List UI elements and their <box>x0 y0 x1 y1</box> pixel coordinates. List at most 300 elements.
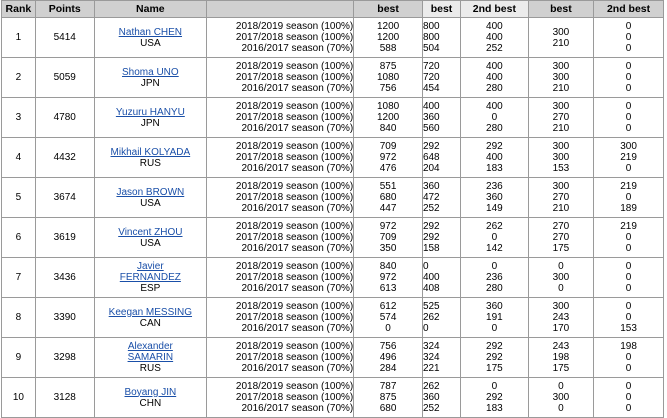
best-value-2: 0 <box>422 261 429 272</box>
points-cell: 3619 <box>35 218 94 258</box>
country-code: CAN <box>139 317 161 329</box>
season-label: 2018/2019 season (100%) <box>235 301 354 312</box>
best-value-3: 210 <box>552 37 570 49</box>
season-label: 2017/2018 season (100%) <box>235 152 354 163</box>
second-best-value-2: 300 <box>620 141 637 152</box>
season-label: 2017/2018 season (100%) <box>235 232 354 243</box>
best-value-2-cell <box>422 178 460 218</box>
best-value-3-cell <box>528 58 593 98</box>
second-best-value-2: 0 <box>625 312 632 323</box>
rank-cell: 8 <box>2 298 36 338</box>
season-cell <box>207 258 354 298</box>
points-cell: 5059 <box>35 58 94 98</box>
country-code: JPN <box>140 117 160 129</box>
best-value-2-cell <box>422 18 460 58</box>
best-value: 574 <box>379 312 397 323</box>
second-best-value-2: 0 <box>625 261 632 272</box>
rank-cell: 6 <box>2 218 36 258</box>
season-label: 2018/2019 season (100%) <box>235 181 354 192</box>
second-best-value-cell <box>461 258 529 298</box>
best-value-3: 300 <box>552 101 570 112</box>
second-best-value: 0 <box>491 323 498 334</box>
best-value-2: 221 <box>422 363 440 374</box>
second-best-value: 400 <box>486 152 503 163</box>
best-value: 972 <box>379 272 397 283</box>
best-value-3: 270 <box>552 232 570 243</box>
rank-cell: 4 <box>2 138 36 178</box>
best-value-3: 243 <box>552 341 570 352</box>
points-cell: 3128 <box>35 378 94 418</box>
second-best-value-2: 219 <box>620 181 637 192</box>
best-value-3: 153 <box>552 163 570 174</box>
skater-name-cell <box>94 98 206 138</box>
rank-cell: 1 <box>2 18 36 58</box>
skater-name-link[interactable]: Boyang JIN <box>124 386 177 398</box>
second-best-value-2-cell <box>594 218 664 258</box>
season-label: 2016/2017 season (70%) <box>241 43 354 54</box>
season-label: 2017/2018 season (100%) <box>235 312 354 323</box>
best-value-2: 262 <box>422 381 440 392</box>
season-label: 2016/2017 season (70%) <box>241 363 354 374</box>
second-best-value-2-cell <box>594 258 664 298</box>
best-value-2: 720 <box>422 61 440 72</box>
best-value-2: 262 <box>422 312 440 323</box>
skater-name-link[interactable]: Javier <box>137 261 164 272</box>
skater-name-link[interactable]: Keegan MESSING <box>108 306 193 318</box>
skater-name-link[interactable]: Jason BROWN <box>116 186 185 198</box>
table-row <box>2 218 664 258</box>
skater-name-link[interactable]: FERNANDEZ <box>119 272 181 283</box>
skater-name-cell <box>94 218 206 258</box>
second-best-value-2: 0 <box>625 72 632 83</box>
best-value-2-cell <box>422 98 460 138</box>
second-best-value-2: 0 <box>625 101 632 112</box>
best-value-3-cell <box>528 338 593 378</box>
best-value-cell <box>354 378 423 418</box>
skater-name-link[interactable]: Yuzuru HANYU <box>115 106 185 118</box>
best-value: 787 <box>379 381 397 392</box>
best-value-2-cell <box>422 298 460 338</box>
points-cell: 3298 <box>35 338 94 378</box>
season-label: 2018/2019 season (100%) <box>235 101 354 112</box>
best-value-2: 648 <box>422 152 440 163</box>
season-label: 2018/2019 season (100%) <box>235 21 354 32</box>
country-code: RUS <box>139 157 161 169</box>
best-value: 840 <box>379 261 397 272</box>
best-value: 756 <box>379 341 397 352</box>
season-cell <box>207 338 354 378</box>
second-best-value: 183 <box>486 163 503 174</box>
best-value-2: 0 <box>422 323 429 334</box>
best-value: 680 <box>379 403 397 414</box>
second-best-value-cell <box>461 298 529 338</box>
second-best-value: 0 <box>491 261 498 272</box>
best-value: 972 <box>379 152 397 163</box>
table-row <box>2 18 664 58</box>
season-label: 2018/2019 season (100%) <box>235 61 354 72</box>
second-best-value: 400 <box>486 21 503 32</box>
second-best-value-2-cell <box>594 138 664 178</box>
best-value: 840 <box>379 123 397 134</box>
season-cell <box>207 98 354 138</box>
second-best-value-2: 0 <box>625 163 632 174</box>
table-row <box>2 338 664 378</box>
second-best-value-cell <box>461 58 529 98</box>
season-label: 2018/2019 season (100%) <box>235 221 354 232</box>
season-label: 2016/2017 season (70%) <box>241 203 354 214</box>
best-value: 680 <box>379 192 397 203</box>
second-best-value: 252 <box>486 43 503 54</box>
second-best-value: 400 <box>486 61 503 72</box>
best-value-cell <box>354 58 423 98</box>
best-value-2-cell <box>422 58 460 98</box>
header-name: Name <box>94 1 206 18</box>
best-value: 1200 <box>376 21 400 32</box>
best-value-2: 324 <box>422 352 440 363</box>
best-value-2-cell <box>422 338 460 378</box>
rank-cell: 3 <box>2 98 36 138</box>
best-value: 284 <box>379 363 397 374</box>
best-value: 972 <box>379 221 397 232</box>
second-best-value-cell <box>461 138 529 178</box>
second-best-value-2-cell <box>594 338 664 378</box>
second-best-value-2: 0 <box>625 381 632 392</box>
second-best-value: 175 <box>486 363 503 374</box>
second-best-value: 400 <box>486 72 503 83</box>
best-value-3: 175 <box>552 363 570 374</box>
country-code: ESP <box>140 283 161 294</box>
rank-cell: 5 <box>2 178 36 218</box>
best-value: 875 <box>379 392 397 403</box>
second-best-value-2-cell <box>594 18 664 58</box>
best-value: 709 <box>379 141 397 152</box>
season-label: 2016/2017 season (70%) <box>241 243 354 254</box>
best-value-3: 300 <box>552 181 570 192</box>
best-value: 350 <box>379 243 397 254</box>
skater-name-cell <box>94 18 206 58</box>
best-value-3: 300 <box>552 72 570 83</box>
second-best-value-2: 0 <box>625 243 632 254</box>
best-value-2: 158 <box>422 243 440 254</box>
second-best-value-2-cell <box>594 298 664 338</box>
best-value: 447 <box>379 203 397 214</box>
second-best-value: 360 <box>486 192 503 203</box>
second-best-value: 292 <box>486 141 503 152</box>
best-value: 709 <box>379 232 397 243</box>
second-best-value-2: 0 <box>625 301 632 312</box>
best-value-2: 292 <box>422 221 440 232</box>
best-value-3: 0 <box>558 403 564 414</box>
second-best-value-2: 0 <box>625 32 632 43</box>
rank-cell: 2 <box>2 58 36 98</box>
country-code: JPN <box>140 77 160 89</box>
best-value: 875 <box>379 61 397 72</box>
best-value-3-cell <box>528 98 593 138</box>
second-best-value: 360 <box>486 301 503 312</box>
points-cell: 3436 <box>35 258 94 298</box>
second-best-value-cell <box>461 178 529 218</box>
best-value-2: 800 <box>422 21 440 32</box>
second-best-value-2: 0 <box>625 83 632 94</box>
second-best-value: 149 <box>486 203 503 214</box>
best-value: 1200 <box>376 32 400 43</box>
second-best-value-2-cell <box>594 378 664 418</box>
best-value-3: 0 <box>558 283 564 294</box>
best-value: 588 <box>379 43 397 54</box>
second-best-value: 280 <box>486 83 503 94</box>
second-best-value: 400 <box>486 101 503 112</box>
best-value-3-cell <box>528 298 593 338</box>
header-second-best: 2nd best <box>461 1 529 18</box>
best-value-2-cell <box>422 138 460 178</box>
skater-name-link[interactable]: SAMARIN <box>127 352 174 363</box>
best-value: 476 <box>379 163 397 174</box>
best-value-2-cell <box>422 218 460 258</box>
second-best-value-2: 0 <box>625 112 632 123</box>
second-best-value-2: 198 <box>620 341 637 352</box>
best-value-cell <box>354 98 423 138</box>
second-best-value: 142 <box>486 243 503 254</box>
second-best-value-cell <box>461 218 529 258</box>
header-best-3: best <box>528 1 593 18</box>
best-value: 0 <box>385 323 391 334</box>
best-value-2: 360 <box>422 181 440 192</box>
table-row <box>2 58 664 98</box>
country-code: USA <box>140 197 161 209</box>
second-best-value: 0 <box>491 381 498 392</box>
second-best-value-2: 0 <box>625 403 632 414</box>
best-value-2: 252 <box>422 403 440 414</box>
rank-cell: 7 <box>2 258 36 298</box>
best-value: 1080 <box>376 101 400 112</box>
header-rank: Rank <box>2 1 36 18</box>
best-value-3: 170 <box>552 323 570 334</box>
season-label: 2018/2019 season (100%) <box>235 381 354 392</box>
skater-name-link[interactable]: Nathan CHEN <box>118 26 183 38</box>
best-value-3: 300 <box>552 152 570 163</box>
season-cell <box>207 298 354 338</box>
best-value-cell <box>354 338 423 378</box>
table-row <box>2 378 664 418</box>
best-value-2: 720 <box>422 72 440 83</box>
season-label: 2017/2018 season (100%) <box>235 32 354 43</box>
second-best-value: 400 <box>486 32 503 43</box>
rank-cell: 9 <box>2 338 36 378</box>
best-value: 756 <box>379 83 397 94</box>
second-best-value-2: 0 <box>625 43 632 54</box>
skater-name-cell <box>94 298 206 338</box>
best-value-3-cell <box>528 18 593 58</box>
best-value-3-cell <box>528 378 593 418</box>
best-value-3: 300 <box>552 301 570 312</box>
season-label: 2018/2019 season (100%) <box>235 341 354 352</box>
second-best-value-2-cell <box>594 98 664 138</box>
second-best-value: 280 <box>486 283 503 294</box>
skater-name-link[interactable]: Alexander <box>127 341 173 352</box>
season-label: 2017/2018 season (100%) <box>235 272 354 283</box>
second-best-value: 236 <box>486 181 503 192</box>
best-value-cell <box>354 218 423 258</box>
best-value-3-cell <box>528 218 593 258</box>
table-row <box>2 98 664 138</box>
second-best-value: 191 <box>486 312 503 323</box>
second-best-value-2: 0 <box>625 21 632 32</box>
best-value-cell <box>354 258 423 298</box>
best-value-3: 300 <box>552 141 570 152</box>
skater-name-cell <box>94 58 206 98</box>
second-best-value-2: 0 <box>625 123 632 134</box>
skater-name-cell <box>94 258 206 298</box>
second-best-value-2: 0 <box>625 232 632 243</box>
best-value: 1200 <box>376 112 400 123</box>
best-value-3: 210 <box>552 83 570 94</box>
season-cell <box>207 138 354 178</box>
season-label: 2018/2019 season (100%) <box>235 141 354 152</box>
header-best-2: best <box>422 1 460 18</box>
points-cell: 5414 <box>35 18 94 58</box>
best-value-3: 210 <box>552 123 570 134</box>
season-cell <box>207 218 354 258</box>
best-value-2: 472 <box>422 192 440 203</box>
header-points: Points <box>35 1 94 18</box>
table-row <box>2 138 664 178</box>
best-value-2: 800 <box>422 32 440 43</box>
season-label: 2016/2017 season (70%) <box>241 123 354 134</box>
best-value-3: 300 <box>552 26 570 38</box>
second-best-value-2: 0 <box>625 352 632 363</box>
country-code: CHN <box>139 397 162 409</box>
rank-cell: 10 <box>2 378 36 418</box>
season-cell <box>207 178 354 218</box>
best-value-2: 324 <box>422 341 440 352</box>
second-best-value-2: 0 <box>625 283 632 294</box>
second-best-value: 292 <box>486 352 503 363</box>
second-best-value: 236 <box>486 272 503 283</box>
table-row <box>2 298 664 338</box>
best-value-3: 175 <box>552 243 570 254</box>
best-value-cell <box>354 178 423 218</box>
best-value-cell <box>354 18 423 58</box>
second-best-value-2: 219 <box>620 221 637 232</box>
ranking-table <box>1 0 664 418</box>
second-best-value-cell <box>461 98 529 138</box>
second-best-value-cell <box>461 338 529 378</box>
skater-name-cell <box>94 178 206 218</box>
best-value-3-cell <box>528 178 593 218</box>
best-value-cell <box>354 298 423 338</box>
second-best-value: 292 <box>486 341 503 352</box>
best-value-3: 0 <box>558 381 564 392</box>
best-value: 496 <box>379 352 397 363</box>
season-cell <box>207 378 354 418</box>
best-value-2: 454 <box>422 83 440 94</box>
table-body <box>2 18 664 418</box>
best-value-3: 300 <box>552 61 570 72</box>
season-label: 2016/2017 season (70%) <box>241 83 354 94</box>
best-value-2: 360 <box>422 392 440 403</box>
season-label: 2017/2018 season (100%) <box>235 392 354 403</box>
second-best-value-2: 0 <box>625 392 632 403</box>
best-value-3: 243 <box>552 312 570 323</box>
skater-name-link[interactable]: Shoma UNO <box>122 66 179 78</box>
second-best-value-2: 219 <box>620 152 637 163</box>
best-value-2: 525 <box>422 301 440 312</box>
second-best-value-cell <box>461 18 529 58</box>
table-row <box>2 258 664 298</box>
second-best-value: 262 <box>486 221 503 232</box>
points-cell: 4432 <box>35 138 94 178</box>
best-value-2: 400 <box>422 272 440 283</box>
best-value-2: 292 <box>422 232 440 243</box>
country-code: USA <box>140 37 161 49</box>
season-label: 2017/2018 season (100%) <box>235 192 354 203</box>
season-label: 2016/2017 season (70%) <box>241 403 354 414</box>
best-value-3: 210 <box>552 203 570 214</box>
second-best-value: 183 <box>486 403 503 414</box>
best-value: 1080 <box>376 72 400 83</box>
season-label: 2016/2017 season (70%) <box>241 323 354 334</box>
second-best-value-2: 0 <box>625 363 632 374</box>
best-value-3: 300 <box>552 272 570 283</box>
season-label: 2016/2017 season (70%) <box>241 163 354 174</box>
country-code: RUS <box>139 363 161 374</box>
points-cell: 3674 <box>35 178 94 218</box>
best-value-3: 270 <box>552 221 570 232</box>
skater-name-link[interactable]: Vincent ZHOU <box>118 226 183 238</box>
best-value: 551 <box>379 181 397 192</box>
best-value: 612 <box>379 301 397 312</box>
best-value-2: 292 <box>422 141 440 152</box>
skater-name-cell <box>94 338 206 378</box>
season-label: 2016/2017 season (70%) <box>241 283 354 294</box>
second-best-value-2: 0 <box>625 272 632 283</box>
second-best-value-2: 153 <box>620 323 637 334</box>
best-value-3: 270 <box>552 112 570 123</box>
best-value-3-cell <box>528 258 593 298</box>
best-value-2: 252 <box>422 203 440 214</box>
best-value-2: 408 <box>422 283 440 294</box>
second-best-value: 0 <box>491 112 498 123</box>
second-best-value: 0 <box>491 232 498 243</box>
best-value-2-cell <box>422 258 460 298</box>
table-row <box>2 178 664 218</box>
second-best-value-cell <box>461 378 529 418</box>
best-value-3: 0 <box>558 261 564 272</box>
best-value: 613 <box>379 283 397 294</box>
season-label: 2017/2018 season (100%) <box>235 72 354 83</box>
second-best-value-2-cell <box>594 58 664 98</box>
best-value-3: 270 <box>552 192 570 203</box>
header-season <box>207 1 354 18</box>
best-value-2: 400 <box>422 101 440 112</box>
skater-name-link[interactable]: Mikhail KOLYADA <box>110 146 191 158</box>
second-best-value-2: 189 <box>620 203 637 214</box>
season-label: 2017/2018 season (100%) <box>235 352 354 363</box>
second-best-value-2: 0 <box>625 192 632 203</box>
best-value-2: 560 <box>422 123 440 134</box>
season-cell <box>207 18 354 58</box>
best-value-3: 198 <box>552 352 570 363</box>
best-value-2: 504 <box>422 43 440 54</box>
points-cell: 3390 <box>35 298 94 338</box>
best-value-3: 300 <box>552 392 570 403</box>
best-value-3-cell <box>528 138 593 178</box>
skater-name-cell <box>94 378 206 418</box>
second-best-value: 280 <box>486 123 503 134</box>
season-label: 2018/2019 season (100%) <box>235 261 354 272</box>
second-best-value: 292 <box>486 392 503 403</box>
best-value-cell <box>354 138 423 178</box>
